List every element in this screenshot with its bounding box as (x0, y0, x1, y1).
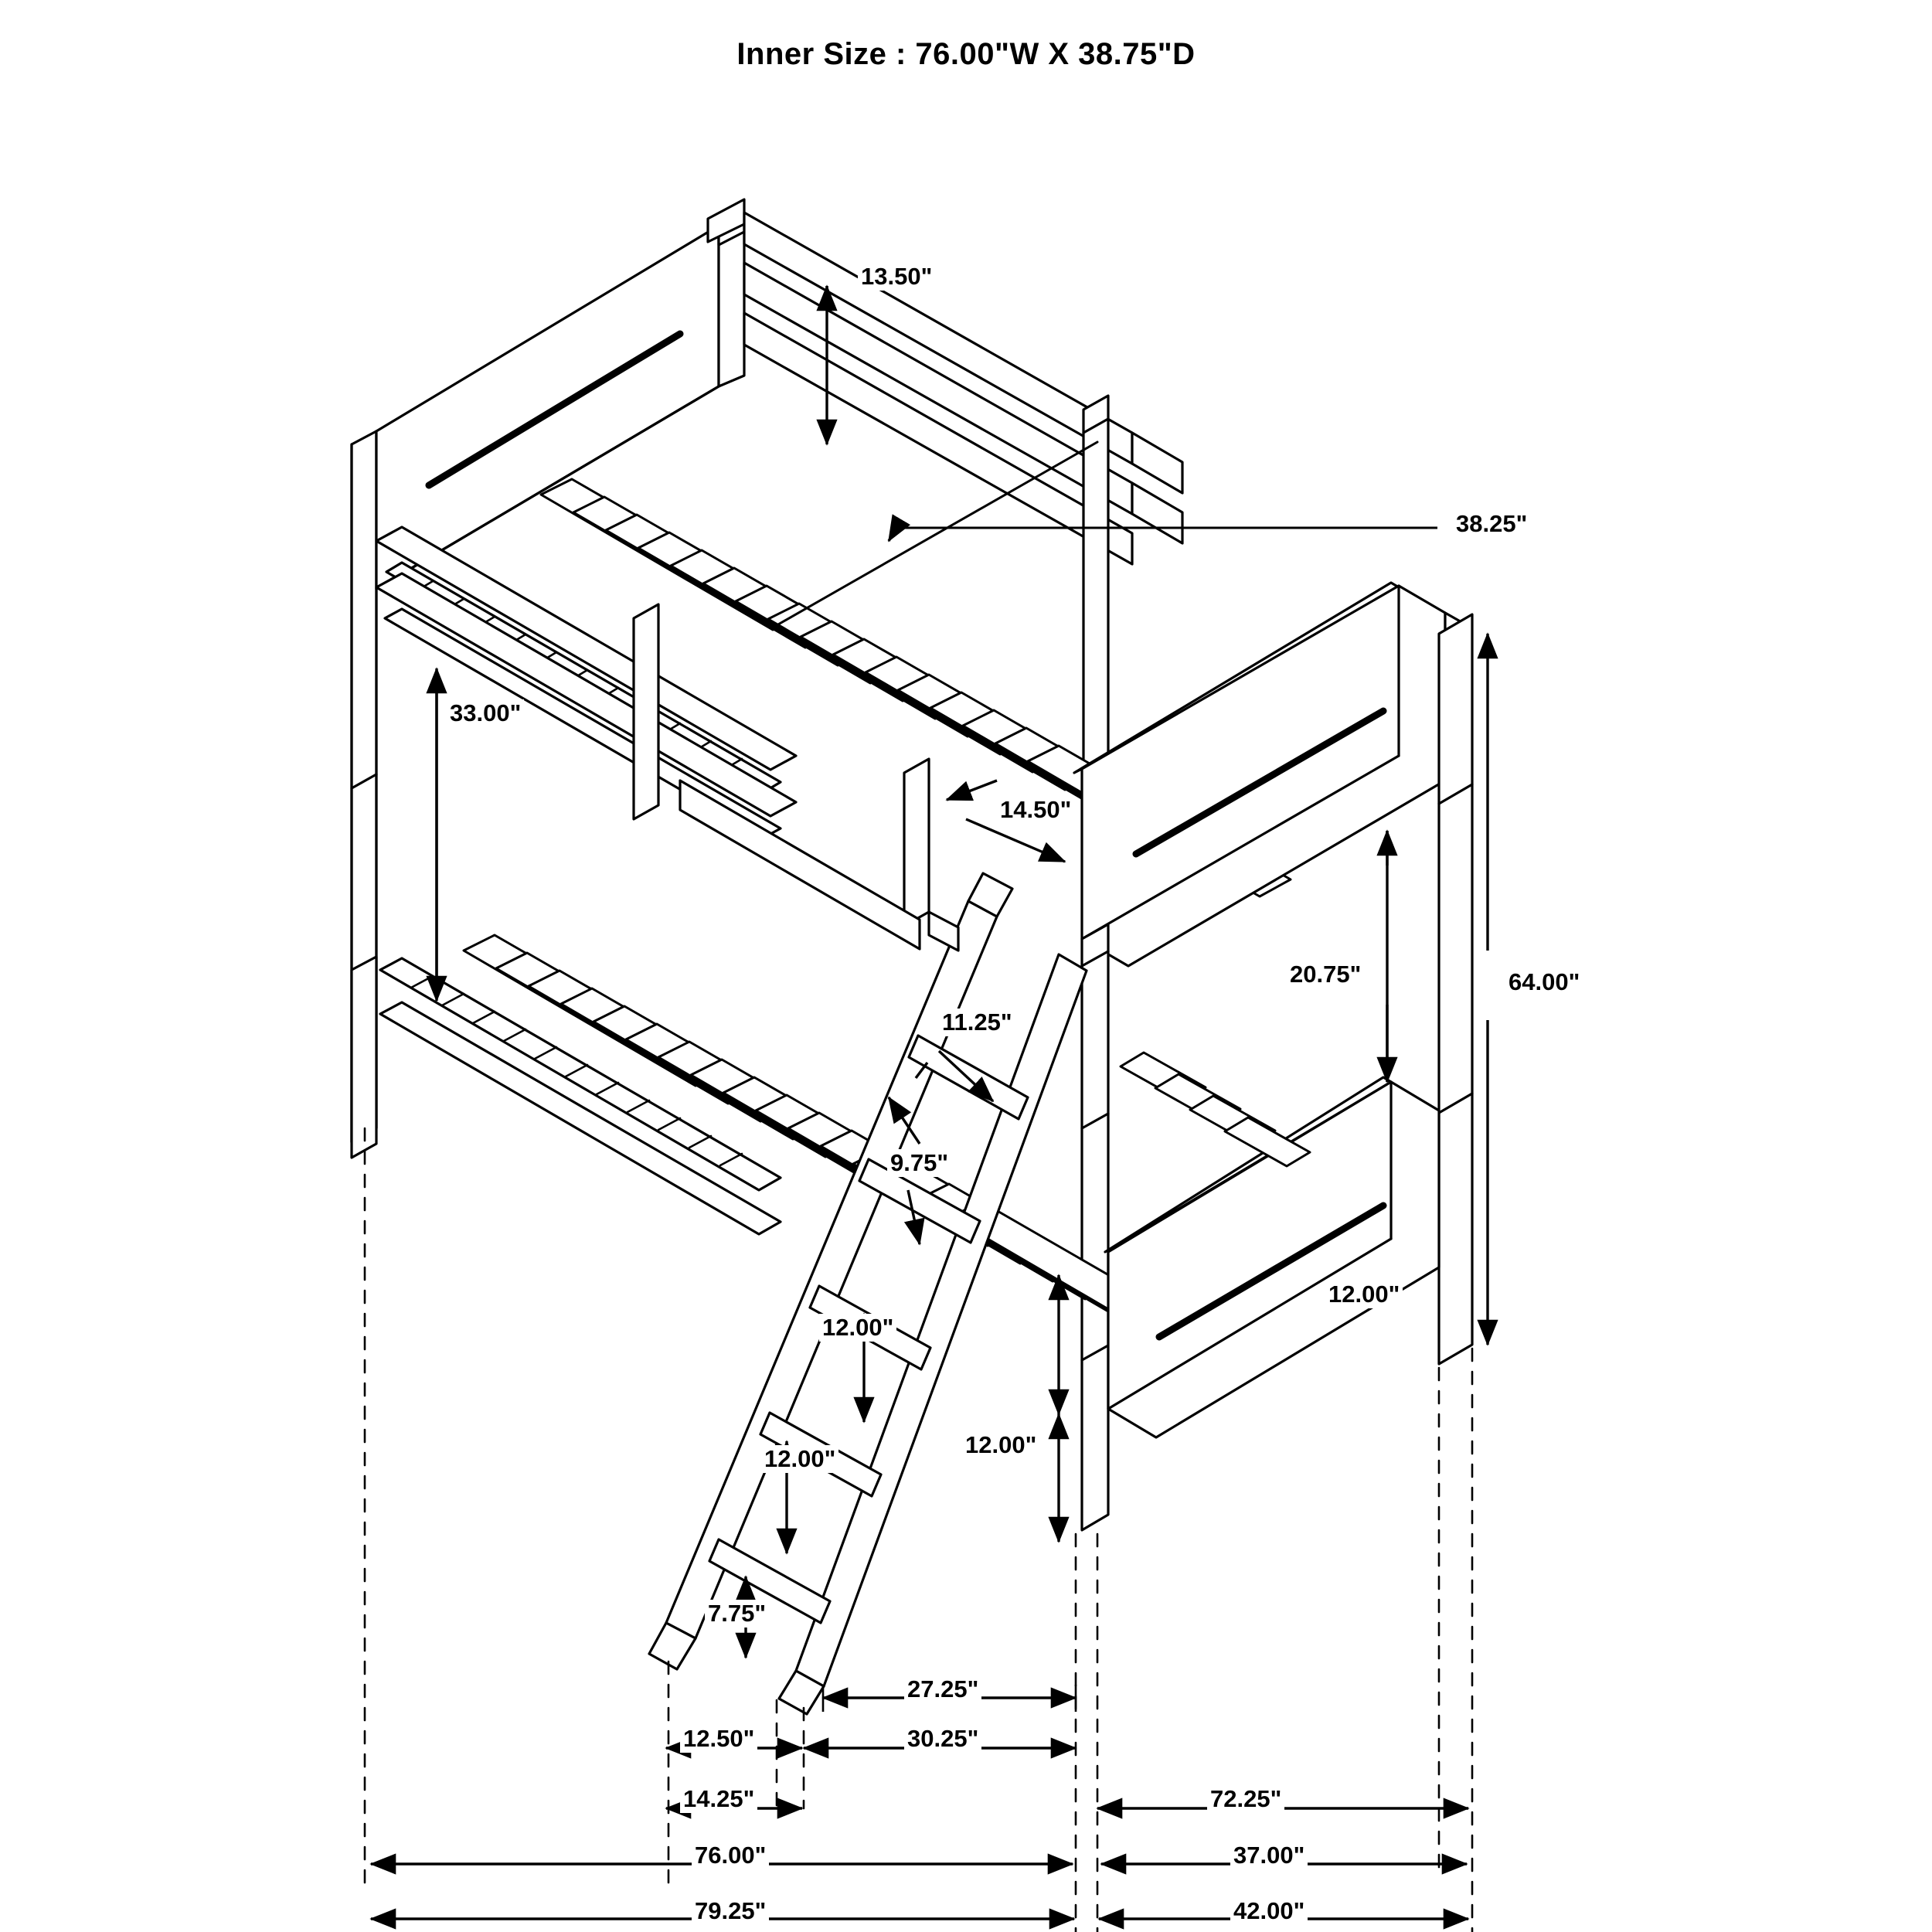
dimension-label-overall-length: 79.25" (692, 1897, 769, 1925)
page-title: Inner Size : 76.00"W X 38.75"D (736, 37, 1196, 71)
dimension-label-ladder-bottom-rung: 7.75" (705, 1600, 769, 1628)
dimension-label-ladder-rung-gap-upper: 11.25" (939, 1009, 1015, 1036)
dimension-label-right-side-depth: 72.25" (1207, 1785, 1284, 1813)
dimension-label-upper-rail-to-deck: 14.50" (997, 796, 1074, 824)
dimension-label-overall-height: 64.00" (1505, 968, 1583, 996)
dimension-label-lower-clearance-left: 33.00" (447, 699, 524, 727)
dimension-label-lower-bunk-clearance: 20.75" (1287, 961, 1364, 988)
dimension-label-right-leg-floor-clearance: 12.00" (1325, 1281, 1403, 1308)
dimension-label-side-depth: 37.00" (1230, 1842, 1308, 1869)
dimension-label-ladder-rung-spacing-1: 12.00" (819, 1314, 896, 1342)
dimension-label-ladder-rung-spacing-2: 12.00" (761, 1445, 838, 1473)
dimension-label-inner-length: 76.00" (692, 1842, 769, 1869)
dimension-label-upper-bunk-depth: 38.25" (1453, 510, 1530, 538)
dimension-label-center-post-clearance: 12.00" (962, 1431, 1039, 1459)
dimension-label-ladder-rung-gap-mid: 9.75" (887, 1149, 951, 1177)
dimension-label-ladder-foot-depth: 12.50" (680, 1725, 757, 1753)
dimension-label-overall-depth: 42.00" (1230, 1897, 1308, 1925)
dimension-label-ladder-foot-depth-outer: 14.25" (680, 1785, 757, 1813)
dimension-label-ladder-offset-upper: 27.25" (904, 1675, 981, 1703)
dimension-label-ladder-offset-lower: 30.25" (904, 1725, 981, 1753)
dimension-label-top-guardrail-height: 13.50" (858, 263, 935, 291)
